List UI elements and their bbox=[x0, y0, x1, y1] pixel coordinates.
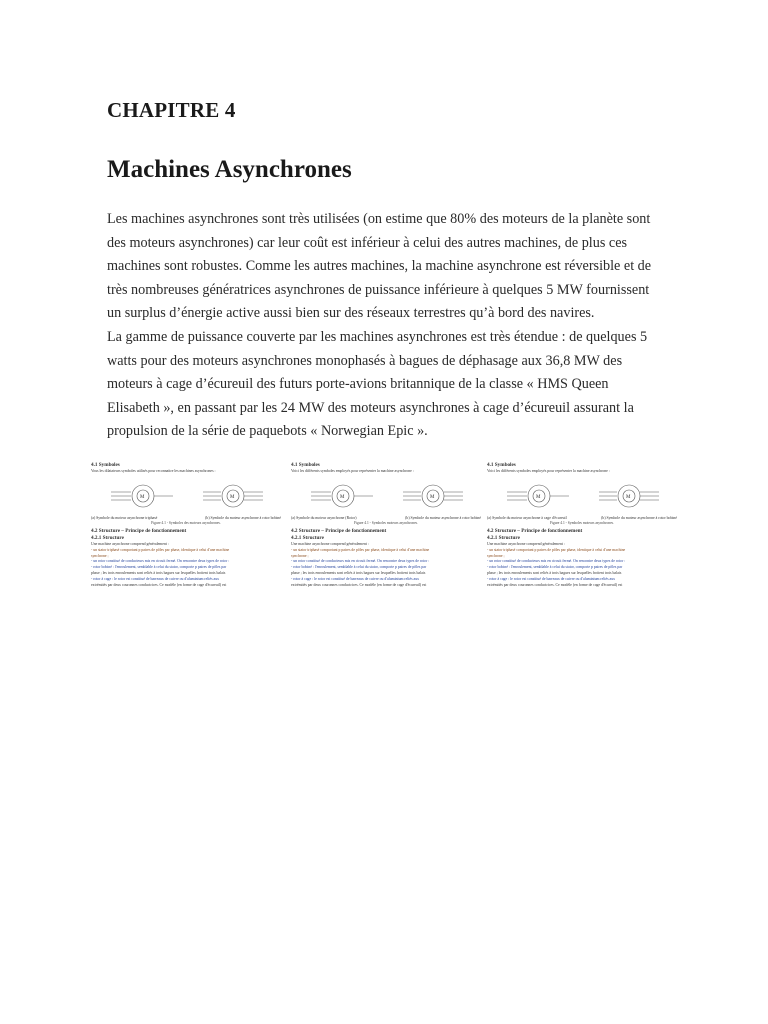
svg-text:M: M bbox=[140, 495, 145, 500]
paragraph-line: watts pour des moteurs asynchrones monophasés à bagues de déphasage aux 36,8 MW des bbox=[107, 352, 623, 369]
paragraph-line: machines sont robustes. Comme les autres machines, la machine asynchrone est réversible et de bbox=[107, 258, 652, 275]
thumbnail-line: - rotor bobiné : l'enroulement, semblable à celui du stator, comporte p paires de pôles par bbox=[91, 565, 227, 570]
thumbnail-line: extrémités par deux couronnes conductrices. Ce modèle (en forme de cage d'écureuil) est bbox=[91, 582, 227, 587]
svg-text:M: M bbox=[230, 495, 235, 500]
svg-text:M: M bbox=[536, 495, 541, 500]
symbol-caption-a: (a) Symbole du moteur asynchrone (Rotor) bbox=[291, 516, 357, 520]
paragraph-line: des moteurs asynchrones) car leur coût est inférieur à celui des autres machines, de plus ces bbox=[107, 234, 628, 251]
paragraph-line: très nombreuses génératrices asynchrones de puissance inférieure à quelques 5 MW fournissent bbox=[107, 281, 650, 298]
thumbnail-line: - un stator triphasé comportant p paires de pôles par phase, identique à celui d'une machine bbox=[91, 547, 230, 552]
section-intro: Voici les différents symboles employés pour représenter la machine asynchrone : bbox=[291, 469, 414, 473]
thumbnail-line: synchrone ; bbox=[291, 553, 309, 558]
section-heading: 4.2 Structure – Principe de fonctionnement bbox=[91, 528, 187, 534]
thumbnail-line: - un rotor constitué de conducteurs mis en circuit fermé. On rencontre deux types de rotor : bbox=[487, 559, 626, 564]
figure-caption: Figure 4.1 - Symboles moteurs asynchrones. bbox=[550, 521, 614, 525]
thumbnail-line: - rotor à cage : le rotor est constitué de barreaux de cuivre ou d'aluminium reliés aux bbox=[487, 576, 616, 581]
thumbnail-line: Une machine asynchrone comprend généralement : bbox=[91, 542, 169, 546]
paragraph-line: Elisabeth », en passant par les 24 MW des moteurs asynchrones à cage d’écureuil assurant la bbox=[107, 399, 634, 416]
motor-symbol-diagram bbox=[91, 476, 281, 516]
subsection-heading: 4.2.1 Structure bbox=[291, 535, 324, 541]
motor-symbols bbox=[487, 476, 677, 516]
thumbnail-line: - un stator triphasé comportant p paires de pôles par phase, identique à celui d'une machine bbox=[291, 547, 430, 552]
page-thumbnail bbox=[291, 462, 481, 618]
thumbnail-line: - rotor à cage : le rotor est constitué de barreaux de cuivre ou d'aluminium reliés aux bbox=[91, 576, 220, 581]
thumbnail-line: - rotor bobiné : l'enroulement, semblable à celui du stator, comporte p paires de pôles par bbox=[291, 565, 427, 570]
symbol-caption-b: (b) Symbole du moteur asynchrone à rotor bobiné bbox=[205, 516, 281, 520]
symbol-caption-b: (b) Symbole du moteur asynchrone à rotor bobiné bbox=[601, 516, 677, 520]
thumbnail-line: Une machine asynchrone comprend généralement : bbox=[487, 542, 565, 546]
symbol-caption-b: (b) Symbole du moteur asynchrone à rotor bobiné bbox=[405, 516, 481, 520]
svg-text:M: M bbox=[626, 495, 631, 500]
thumbnail-line: extrémités par deux couronnes conductrices. Ce modèle (en forme de cage d'écureuil) est bbox=[291, 582, 427, 587]
subsection-heading: 4.2.1 Structure bbox=[91, 535, 124, 541]
symbol-caption-a: (a) Symbole du moteur asynchrone à cage d'écureuil bbox=[487, 516, 567, 520]
section-heading: 4.2 Structure – Principe de fonctionnement bbox=[291, 528, 387, 534]
figure-caption: Figure 4.1 - Symboles des moteurs asynchrones. bbox=[151, 521, 221, 525]
thumbnail-line: synchrone ; bbox=[487, 553, 505, 558]
figure-caption: Figure 4.1 - Symboles moteurs asynchrones. bbox=[354, 521, 418, 525]
page-thumbnail bbox=[487, 462, 677, 618]
section-intro: Vous les dilatateurs symboles utilisés pour reconnaitre les machines asynchrones : bbox=[91, 469, 216, 473]
section-intro: Voici les différents symboles employés pour représenter la machine asynchrone : bbox=[487, 469, 610, 473]
svg-text:M: M bbox=[340, 495, 345, 500]
section-heading: 4.2 Structure – Principe de fonctionnement bbox=[487, 528, 583, 534]
section-heading: 4.1 Symboles bbox=[91, 462, 120, 468]
paragraph-line: moteurs à cage d’écureuil des futurs porte-avions britannique de la classe « HMS Queen bbox=[107, 376, 609, 393]
motor-symbol-diagram bbox=[291, 476, 481, 516]
thumbnail-line: extrémités par deux couronnes conductrices. Ce modèle (en forme de cage d'écureuil) est bbox=[487, 582, 623, 587]
motor-symbols bbox=[91, 476, 281, 516]
section-heading: 4.1 Symboles bbox=[291, 462, 320, 468]
subsection-heading: 4.2.1 Structure bbox=[487, 535, 520, 541]
chapter-heading: CHAPITRE 4 bbox=[107, 98, 236, 122]
thumbnail-line: - un stator triphasé comportant p paires de pôles par phase, identique à celui d'une machine bbox=[487, 547, 626, 552]
motor-symbols bbox=[291, 476, 481, 516]
section-heading: 4.1 Symboles bbox=[487, 462, 516, 468]
thumbnail-line: - rotor à cage : le rotor est constitué de barreaux de cuivre ou d'aluminium reliés aux bbox=[291, 576, 420, 581]
paragraph-line: Les machines asynchrones sont très utilisées (on estime que 80% des moteurs de la planète sont bbox=[107, 211, 651, 227]
page-thumbnails bbox=[91, 462, 681, 620]
chapter-title: Machines Asynchrones bbox=[107, 156, 352, 183]
paragraph-line: La gamme de puissance couverte par les machines asynchrones est très étendue : de quelques 5 bbox=[107, 328, 648, 345]
thumbnail-line: - rotor bobiné : l'enroulement, semblable à celui du stator, comporte p paires de pôles par bbox=[487, 565, 623, 570]
svg-text:M: M bbox=[430, 495, 435, 500]
intro-paragraph bbox=[107, 208, 667, 444]
page-thumbnail bbox=[91, 462, 281, 618]
motor-symbol-diagram bbox=[487, 476, 677, 516]
symbol-caption-a: (a) Symbole du moteur asynchrone triphasé bbox=[91, 516, 158, 520]
thumbnail-line: phase ; les trois enroulements sont reliés à trois bagues sur lesquelles frottent trois balais bbox=[291, 570, 426, 575]
thumbnail-line: Une machine asynchrone comprend généralement : bbox=[291, 542, 369, 546]
paragraph-line: un surplus d’énergie active aussi bien sur des réseaux terrestres qu’à bord des navires. bbox=[107, 305, 595, 322]
thumbnail-line: - un rotor constitué de conducteurs mis en circuit fermé. On rencontre deux types de rotor : bbox=[91, 559, 230, 564]
thumbnail-line: phase ; les trois enroulements sont reliés à trois bagues sur lesquelles frottent trois balais bbox=[487, 570, 622, 575]
thumbnail-line: synchrone ; bbox=[91, 553, 109, 558]
paragraph-line: propulsion de la série de paquebots « Norwegian Epic ». bbox=[107, 423, 428, 440]
thumbnail-line: - un rotor constitué de conducteurs mis en circuit fermé. On rencontre deux types de rotor : bbox=[291, 559, 430, 564]
thumbnail-line: phase ; les trois enroulements sont reliés à trois bagues sur lesquelles frottent trois balais bbox=[91, 570, 226, 575]
